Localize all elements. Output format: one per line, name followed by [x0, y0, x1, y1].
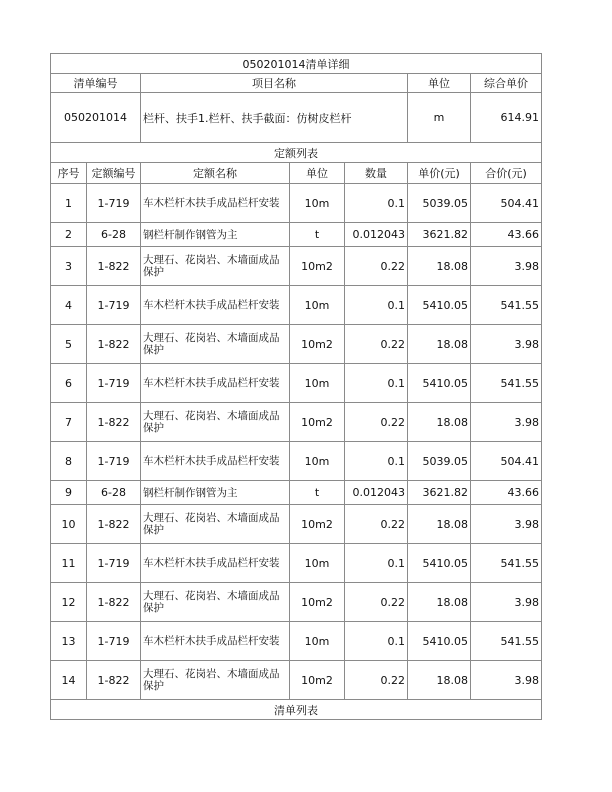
row-seq: 4 [51, 286, 87, 325]
row-unit-price: 3621.82 [408, 223, 471, 247]
row-unit: 10m [290, 184, 345, 223]
header-unit: 单位 [408, 74, 471, 93]
row-unit: t [290, 223, 345, 247]
table-row [51, 184, 542, 223]
row-code: 6-28 [87, 223, 141, 247]
row-code: 1-822 [87, 583, 141, 622]
row-name: 车木栏杆木扶手成品栏杆安装 [141, 364, 290, 403]
row-code: 1-822 [87, 403, 141, 442]
table-title: 050201014清单详细 [51, 54, 542, 74]
row-unit-price: 18.08 [408, 505, 471, 544]
row-name: 钢栏杆制作钢管为主 [141, 223, 290, 247]
row-unit: 10m [290, 622, 345, 661]
row-unit: t [290, 481, 345, 505]
row-code: 1-719 [87, 364, 141, 403]
row-total: 43.66 [471, 223, 542, 247]
row-unit-price: 5410.05 [408, 622, 471, 661]
table-row [51, 223, 542, 247]
row-total: 541.55 [471, 286, 542, 325]
row-code: 6-28 [87, 481, 141, 505]
row-unit-price: 5410.05 [408, 364, 471, 403]
quota-header-code: 定额编号 [87, 163, 141, 184]
row-qty: 0.1 [345, 364, 408, 403]
row-total: 541.55 [471, 544, 542, 583]
row-name: 车木栏杆木扶手成品栏杆安装 [141, 184, 290, 223]
row-seq: 14 [51, 661, 87, 700]
row-unit: 10m [290, 286, 345, 325]
header-name: 项目名称 [141, 74, 408, 93]
row-code: 1-822 [87, 247, 141, 286]
row-qty: 0.1 [345, 442, 408, 481]
row-qty: 0.1 [345, 286, 408, 325]
row-unit-price: 5039.05 [408, 442, 471, 481]
header-code: 清单编号 [51, 74, 141, 93]
row-seq: 8 [51, 442, 87, 481]
row-qty: 0.1 [345, 184, 408, 223]
row-name: 大理石、花岗岩、木墙面成品保护 [141, 661, 290, 700]
row-unit: 10m [290, 442, 345, 481]
row-total: 504.41 [471, 184, 542, 223]
row-qty: 0.22 [345, 583, 408, 622]
table-row [51, 325, 542, 364]
row-seq: 7 [51, 403, 87, 442]
row-total: 504.41 [471, 442, 542, 481]
row-qty: 0.22 [345, 661, 408, 700]
row-name: 车木栏杆木扶手成品栏杆安装 [141, 622, 290, 661]
table-row [51, 622, 542, 661]
row-total: 541.55 [471, 364, 542, 403]
row-seq: 13 [51, 622, 87, 661]
item-code: 050201014 [51, 93, 141, 143]
row-name: 大理石、花岗岩、木墙面成品保护 [141, 325, 290, 364]
row-code: 1-822 [87, 325, 141, 364]
row-seq: 5 [51, 325, 87, 364]
row-unit-price: 18.08 [408, 247, 471, 286]
row-name: 钢栏杆制作钢管为主 [141, 481, 290, 505]
row-seq: 1 [51, 184, 87, 223]
row-total: 43.66 [471, 481, 542, 505]
row-unit: 10m [290, 544, 345, 583]
quota-header-total: 合价(元) [471, 163, 542, 184]
bill-detail-table [50, 53, 542, 720]
row-total: 3.98 [471, 661, 542, 700]
row-unit: 10m2 [290, 505, 345, 544]
row-seq: 2 [51, 223, 87, 247]
row-unit-price: 3621.82 [408, 481, 471, 505]
table-row [51, 247, 542, 286]
quota-header-unit-price: 单价(元) [408, 163, 471, 184]
item-name: 栏杆、扶手1.栏杆、扶手截面：仿树皮栏杆 [141, 93, 408, 143]
row-seq: 11 [51, 544, 87, 583]
row-qty: 0.1 [345, 622, 408, 661]
row-total: 3.98 [471, 505, 542, 544]
row-name: 大理石、花岗岩、木墙面成品保护 [141, 403, 290, 442]
row-unit: 10m2 [290, 403, 345, 442]
quota-header-seq: 序号 [51, 163, 87, 184]
row-unit: 10m2 [290, 583, 345, 622]
table-row [51, 583, 542, 622]
row-qty: 0.22 [345, 247, 408, 286]
row-qty: 0.012043 [345, 223, 408, 247]
row-name: 大理石、花岗岩、木墙面成品保护 [141, 583, 290, 622]
row-unit: 10m [290, 364, 345, 403]
footer-title: 清单列表 [51, 700, 542, 720]
row-unit-price: 18.08 [408, 583, 471, 622]
row-total: 3.98 [471, 247, 542, 286]
row-name: 车木栏杆木扶手成品栏杆安装 [141, 286, 290, 325]
row-total: 3.98 [471, 403, 542, 442]
row-name: 车木栏杆木扶手成品栏杆安装 [141, 442, 290, 481]
table-row [51, 286, 542, 325]
item-unit: m [408, 93, 471, 143]
row-code: 1-719 [87, 544, 141, 583]
table-row [51, 364, 542, 403]
row-qty: 0.012043 [345, 481, 408, 505]
row-unit-price: 5039.05 [408, 184, 471, 223]
table-row [51, 661, 542, 700]
row-seq: 6 [51, 364, 87, 403]
row-unit-price: 18.08 [408, 403, 471, 442]
row-unit: 10m2 [290, 247, 345, 286]
table-row [51, 403, 542, 442]
row-unit-price: 18.08 [408, 661, 471, 700]
table-row [51, 505, 542, 544]
row-code: 1-822 [87, 505, 141, 544]
quota-header-name: 定额名称 [141, 163, 290, 184]
row-unit-price: 5410.05 [408, 286, 471, 325]
row-code: 1-719 [87, 622, 141, 661]
item-price: 614.91 [471, 93, 542, 143]
row-seq: 3 [51, 247, 87, 286]
table-row [51, 442, 542, 481]
quota-header-unit: 单位 [290, 163, 345, 184]
row-seq: 9 [51, 481, 87, 505]
row-qty: 0.22 [345, 325, 408, 364]
row-code: 1-719 [87, 184, 141, 223]
row-qty: 0.1 [345, 544, 408, 583]
row-unit: 10m2 [290, 325, 345, 364]
row-qty: 0.22 [345, 505, 408, 544]
row-qty: 0.22 [345, 403, 408, 442]
row-unit: 10m2 [290, 661, 345, 700]
row-unit-price: 5410.05 [408, 544, 471, 583]
table-row [51, 544, 542, 583]
quota-header-qty: 数量 [345, 163, 408, 184]
row-name: 大理石、花岗岩、木墙面成品保护 [141, 505, 290, 544]
row-total: 3.98 [471, 325, 542, 364]
row-total: 3.98 [471, 583, 542, 622]
table-row [51, 481, 542, 505]
row-name: 大理石、花岗岩、木墙面成品保护 [141, 247, 290, 286]
row-total: 541.55 [471, 622, 542, 661]
row-code: 1-719 [87, 286, 141, 325]
row-unit-price: 18.08 [408, 325, 471, 364]
row-seq: 12 [51, 583, 87, 622]
row-seq: 10 [51, 505, 87, 544]
row-code: 1-719 [87, 442, 141, 481]
quota-section-title: 定额列表 [51, 143, 542, 163]
header-price: 综合单价 [471, 74, 542, 93]
row-code: 1-822 [87, 661, 141, 700]
row-name: 车木栏杆木扶手成品栏杆安装 [141, 544, 290, 583]
